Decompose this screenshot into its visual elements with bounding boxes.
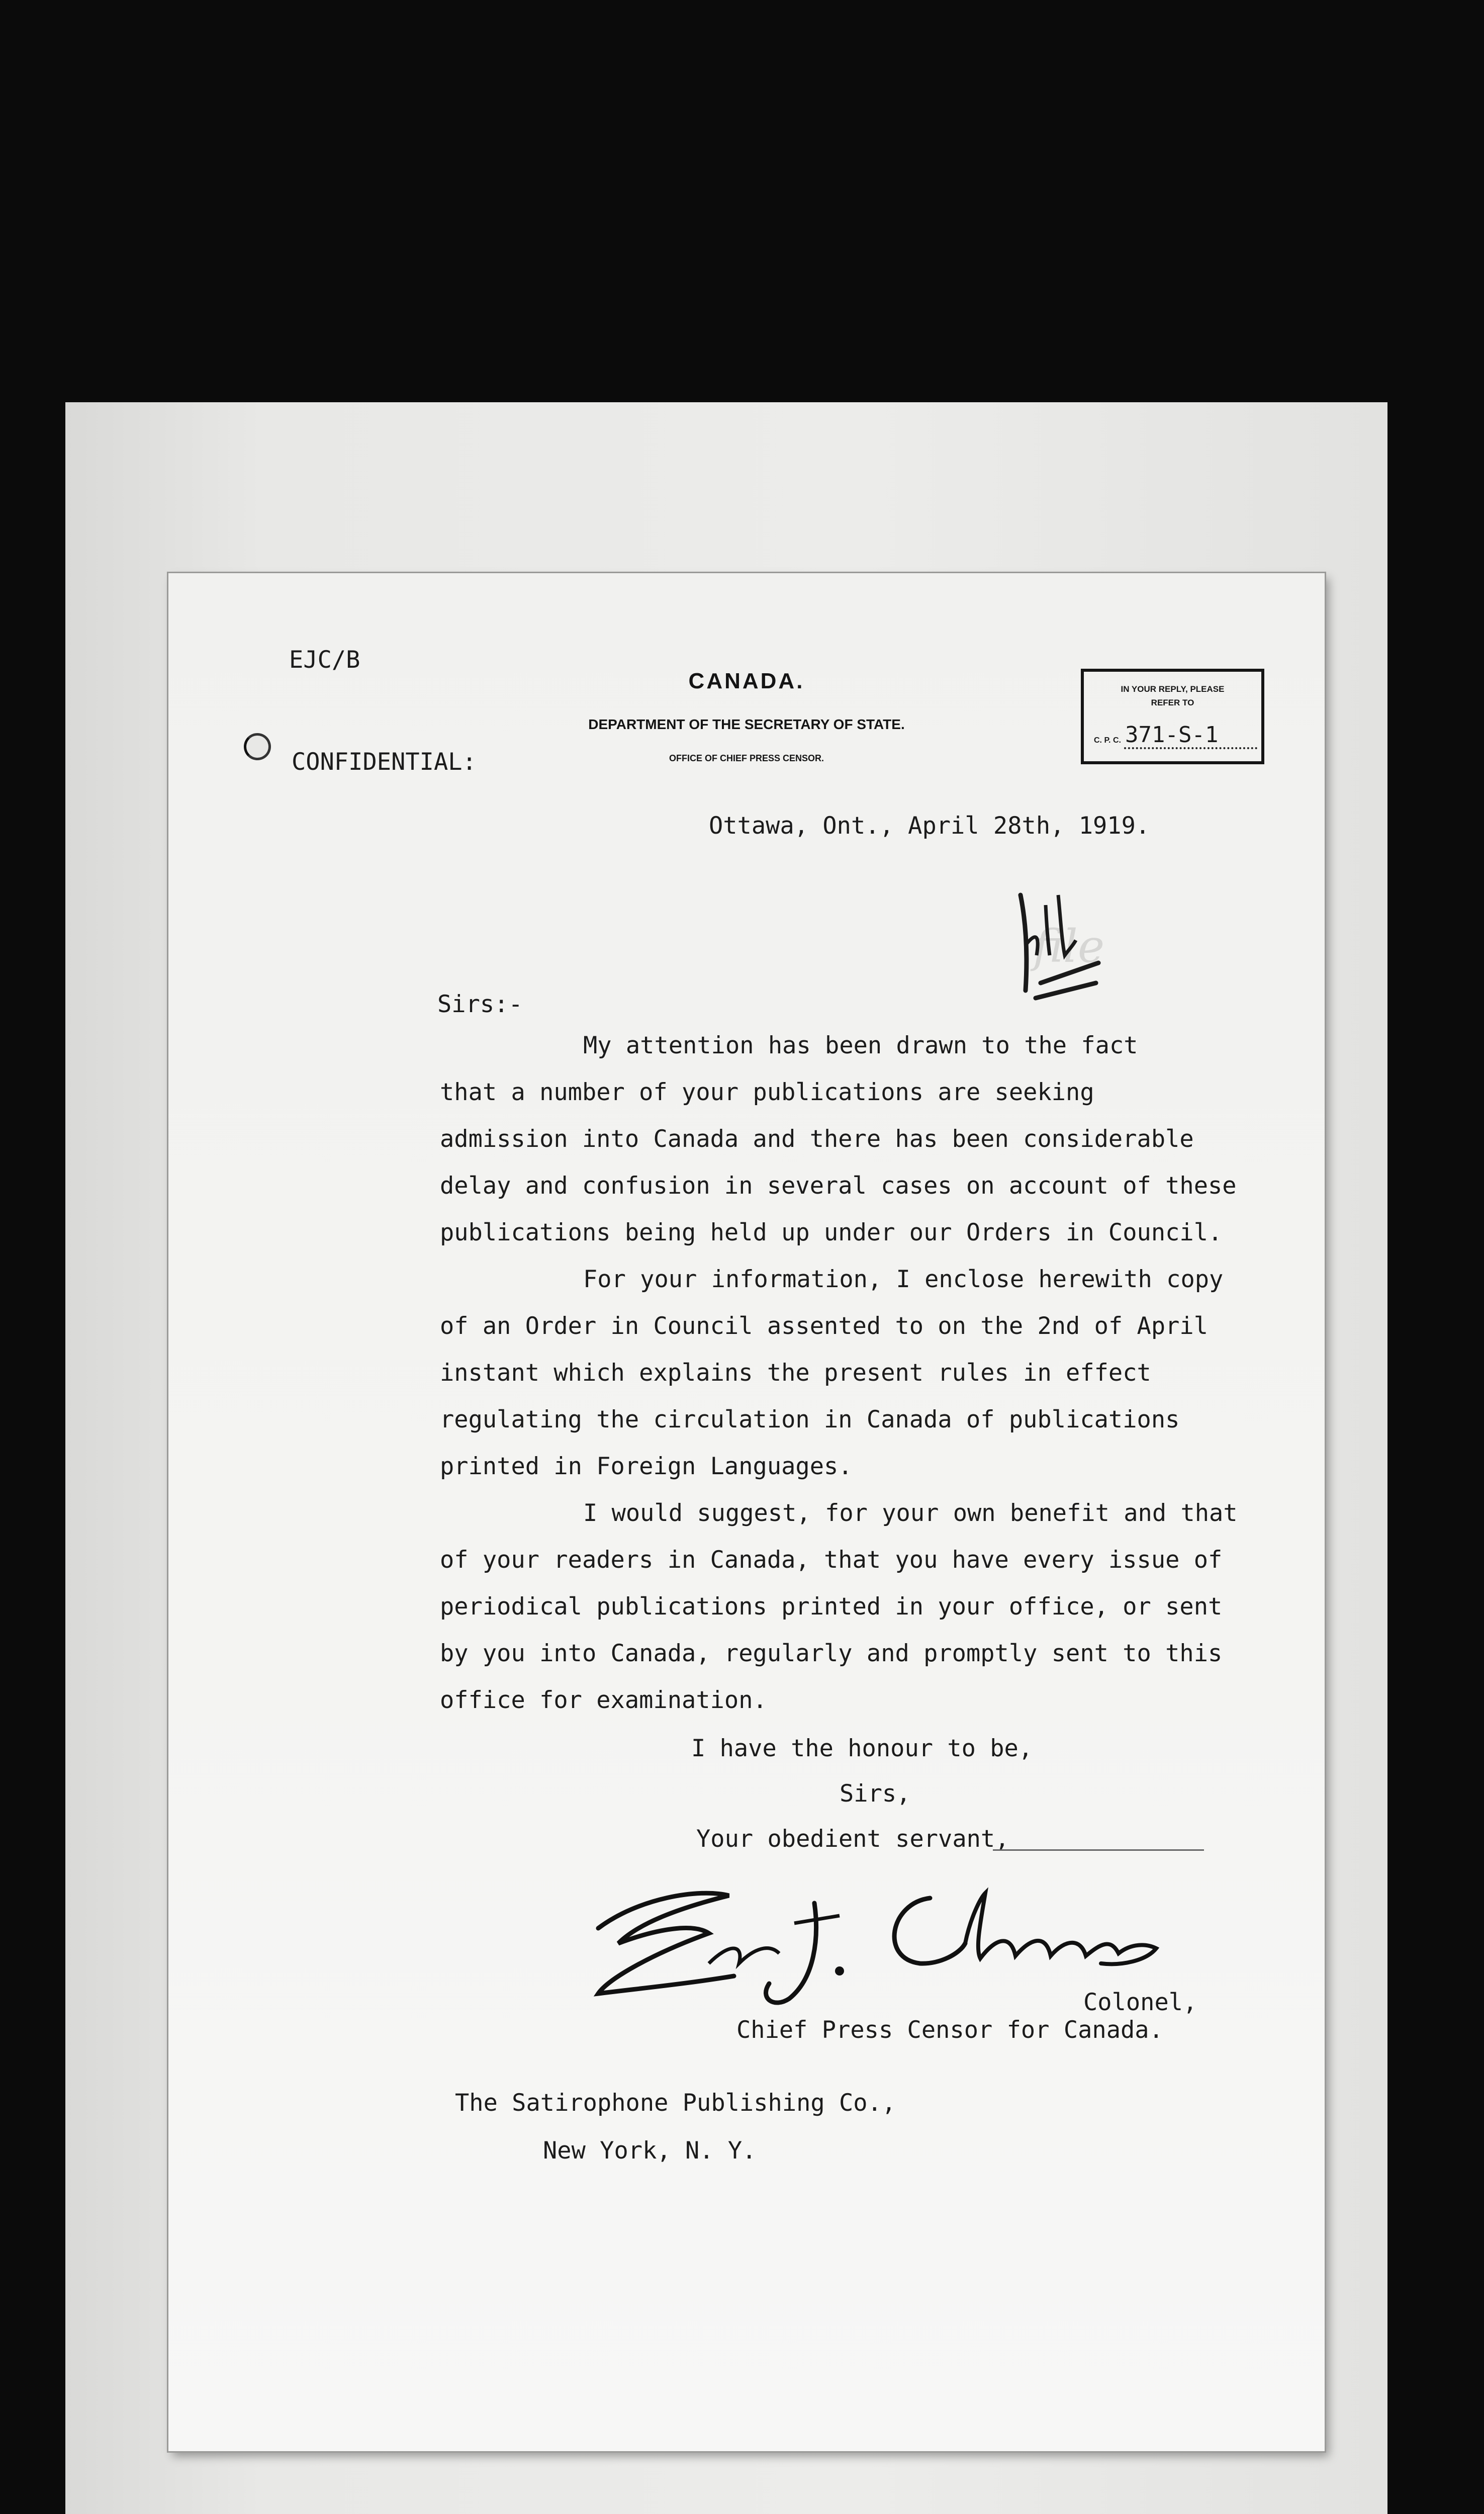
classification: CONFIDENTIAL: <box>292 748 477 776</box>
body-line: For your information, I enclose herewith copy <box>583 1266 1224 1293</box>
signature <box>578 1868 1171 2014</box>
closing-line: I have the honour to be, <box>691 1735 1033 1762</box>
reply-box-line2: REFER TO <box>1151 698 1194 707</box>
body-line: periodical publications printed in your office, or sent <box>440 1593 1223 1621</box>
body-line: regulating the circulation in Canada of publications <box>440 1406 1180 1433</box>
body-line: publications being held up under our Orders in Council. <box>440 1219 1223 1246</box>
reply-box-prefix: C. P. C. <box>1094 736 1121 745</box>
closing-line: Your obedient servant, <box>696 1825 1009 1853</box>
signature-rule <box>993 1849 1204 1851</box>
body-line: instant which explains the present rules in effect <box>440 1359 1151 1387</box>
signatory-rank: Colonel, <box>1083 1989 1197 2016</box>
reply-reference-box <box>1081 669 1264 764</box>
body-line: of your readers in Canada, that you have every issue of <box>440 1546 1223 1574</box>
body-line: of an Order in Council assented to on the 2nd of April <box>440 1312 1209 1340</box>
salutation: Sirs:- <box>437 991 523 1018</box>
letter-sheet <box>168 573 1325 2451</box>
reply-box-number: 371-S-1 <box>1125 722 1219 748</box>
body-line: that a number of your publications are seeking <box>440 1079 1094 1106</box>
body-line: printed in Foreign Languages. <box>440 1453 853 1480</box>
header-office: OFFICE OF CHIEF PRESS CENSOR. <box>669 753 824 763</box>
header-department: DEPARTMENT OF THE SECRETARY OF STATE. <box>588 716 905 732</box>
body-line: by you into Canada, regularly and promptly sent to this <box>440 1640 1223 1667</box>
punch-hole <box>244 733 271 760</box>
ref-initials: EJC/B <box>289 646 360 674</box>
reply-box-line1: IN YOUR REPLY, PLEASE <box>1121 684 1225 694</box>
addressee-line: New York, N. Y. <box>543 2137 757 2165</box>
header-country: CANADA. <box>688 669 805 693</box>
handwritten-file-note: file <box>1005 875 1106 1006</box>
body-line: admission into Canada and there has been considerable <box>440 1125 1194 1153</box>
reply-box-dotted-line <box>1124 747 1257 749</box>
addressee-line: The Satirophone Publishing Co., <box>455 2089 896 2117</box>
body-line: I would suggest, for your own benefit and that <box>583 1499 1238 1527</box>
signatory-title: Chief Press Censor for Canada. <box>736 2016 1163 2044</box>
body-line: delay and confusion in several cases on account of these <box>440 1172 1237 1200</box>
body-line: My attention has been drawn to the fact <box>583 1032 1138 1059</box>
body-line: office for examination. <box>440 1686 767 1714</box>
closing-line: Sirs, <box>840 1780 911 1808</box>
place-date: Ottawa, Ont., April 28th, 1919. <box>709 812 1150 840</box>
